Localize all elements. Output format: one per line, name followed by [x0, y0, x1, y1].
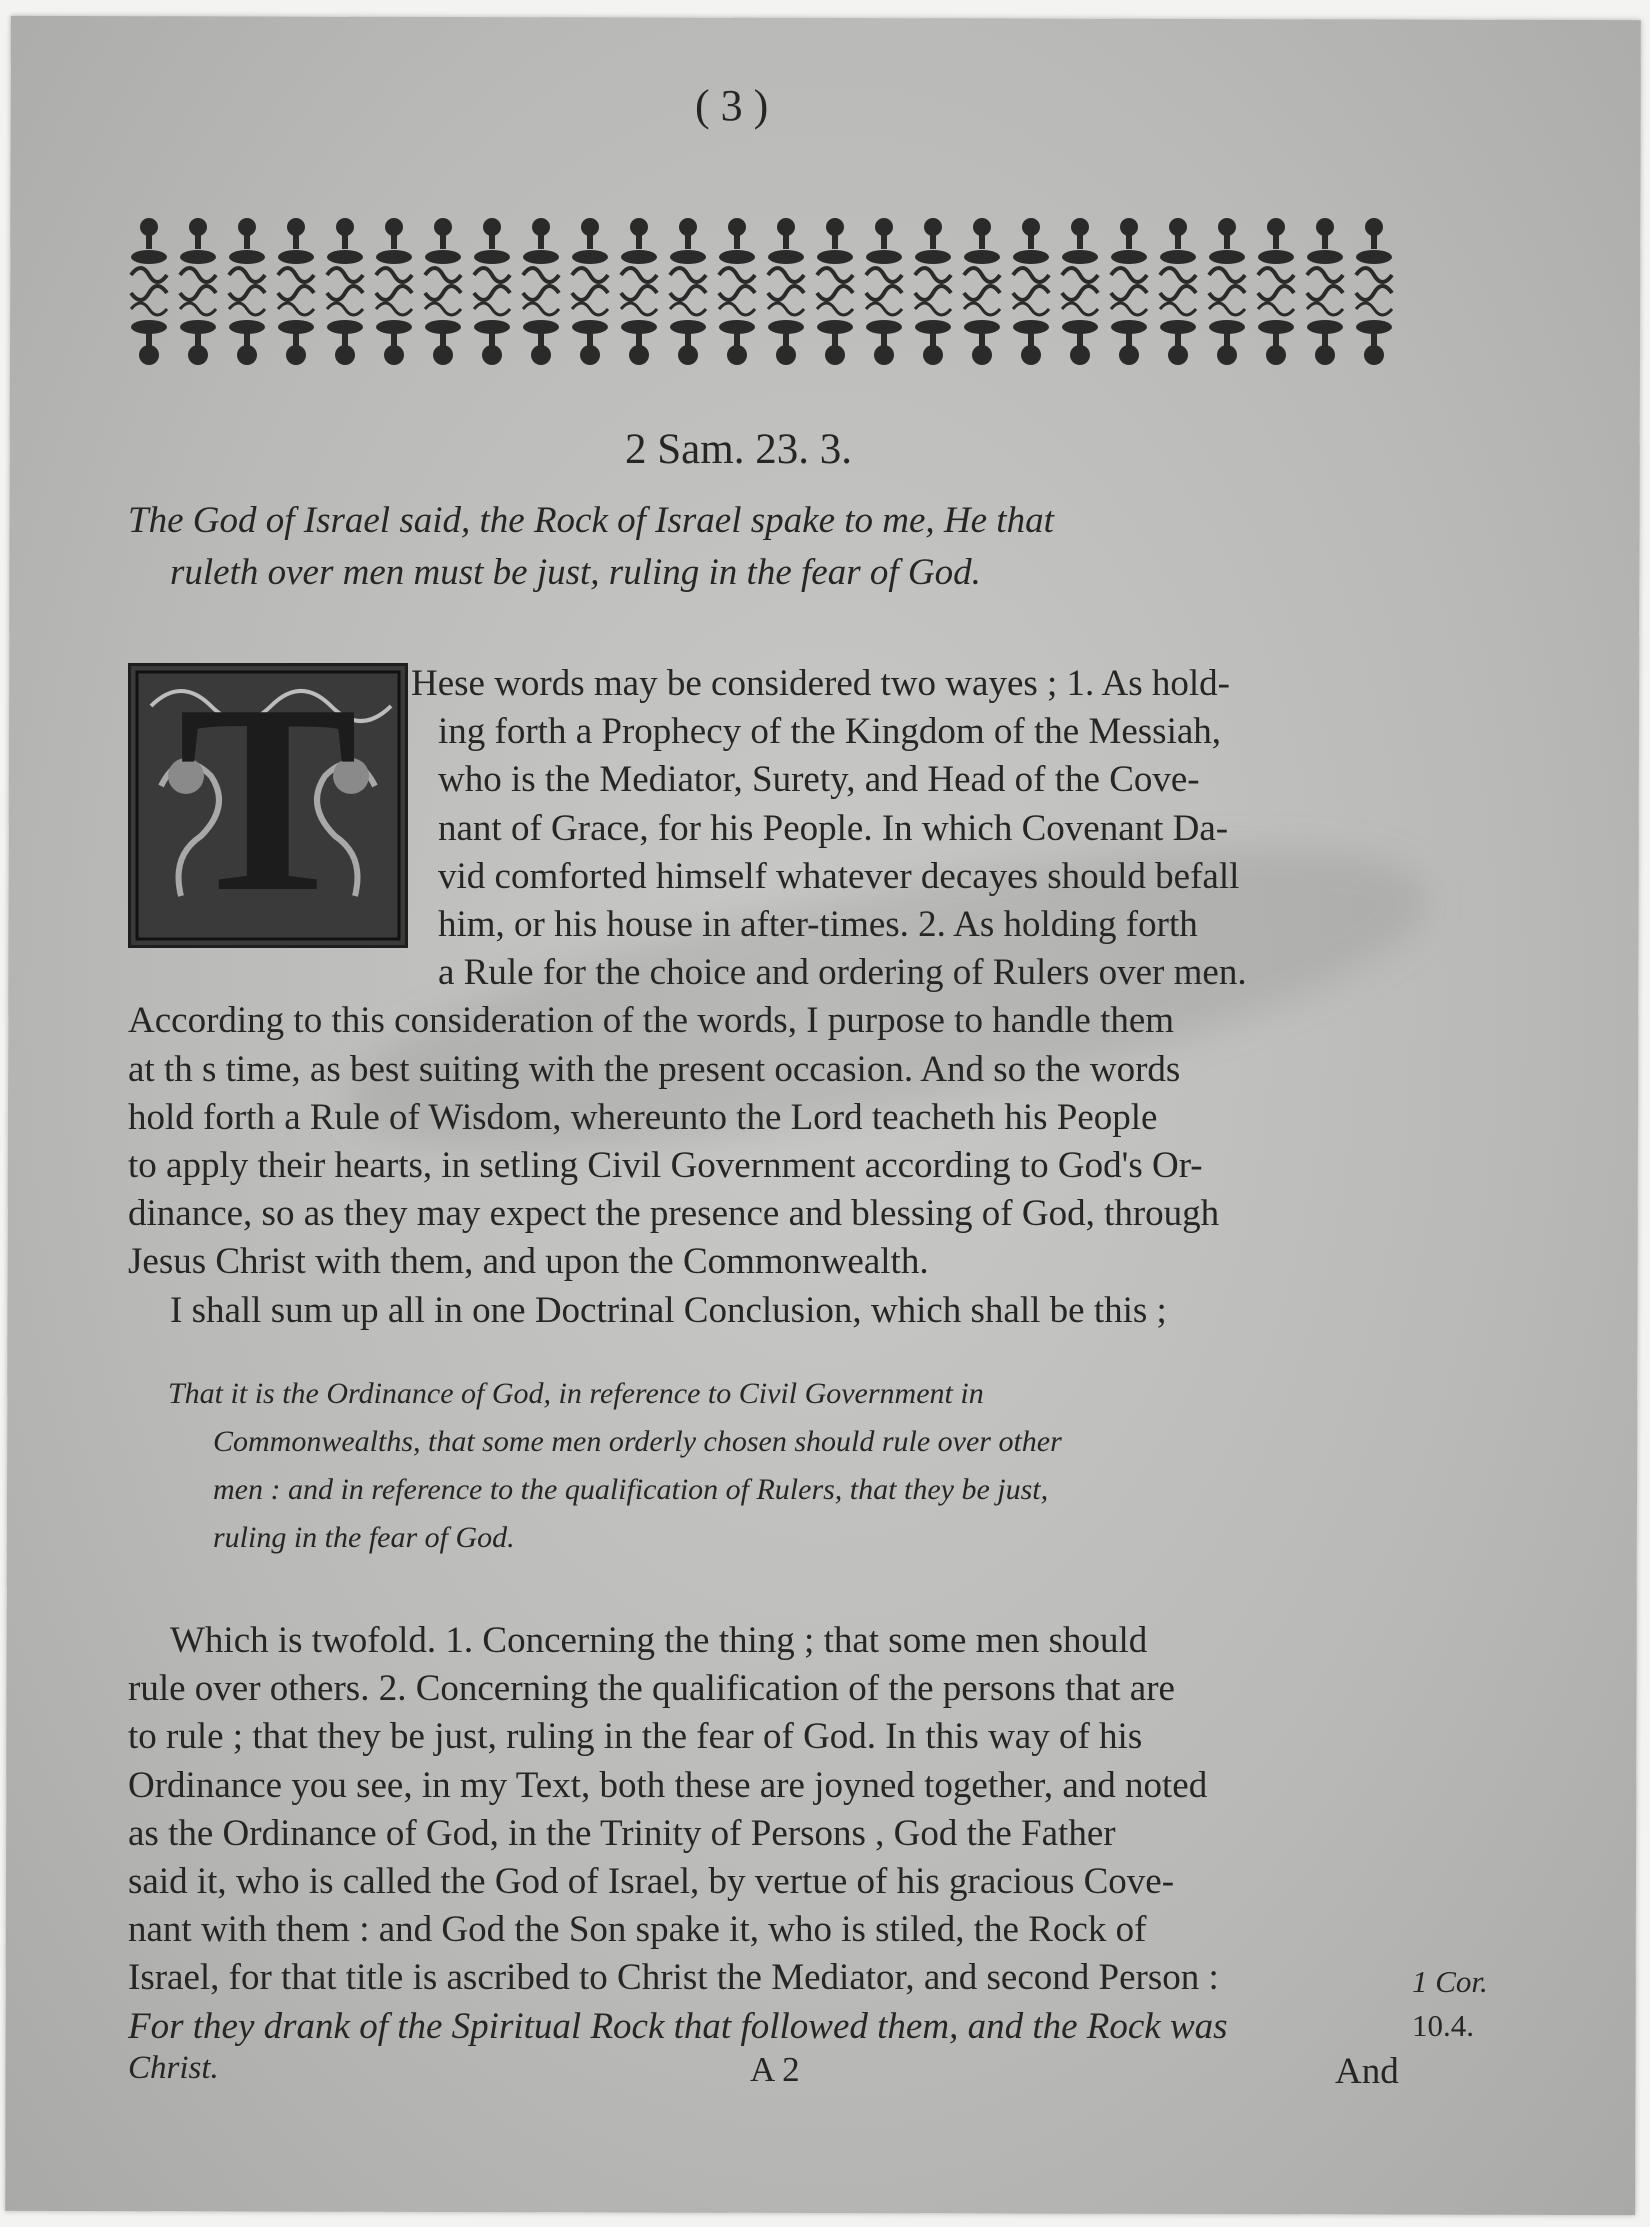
scripture-verse	[128, 495, 1418, 599]
paragraph-line: to apply their hearts, in setling Civil Government according to God's Or-	[128, 1145, 1203, 1187]
paragraph-line: ing forth a Prophecy of the Kingdom of the Messiah,	[438, 711, 1222, 753]
signature-mark: A 2	[750, 2050, 800, 2089]
doctrine-line: men : and in reference to the qualification of Rulers, that they be just,	[213, 1473, 1049, 1506]
verse-line-2: ruleth over men must be just, ruling in the fear of God.	[170, 552, 981, 593]
final-line-word: Christ.	[128, 2050, 219, 2086]
margin-note	[1412, 1960, 1488, 2048]
paragraph-line: According to this consideration of the words, I purpose to handle them	[128, 1000, 1175, 1042]
second-paragraph	[128, 1617, 1408, 2051]
paragraph-line: Jesus Christ with them, and upon the Commonwealth.	[128, 1241, 929, 1283]
paragraph-line: rule over others. 2. Concerning the qualification of the persons that are	[128, 1668, 1175, 1710]
scripture-reference: 2 Sam. 23. 3.	[625, 426, 852, 473]
paragraph-line: to rule ; that they be just, ruling in the fear of God. In this way of his	[128, 1716, 1143, 1758]
catchword: And	[1335, 2051, 1399, 2092]
verse-line-1: The God of Israel said, the Rock of Israel spake to me, He that	[128, 500, 1054, 541]
paragraph-line: him, or his house in after-times. 2. As holding forth	[438, 904, 1198, 946]
paragraph-line: Which is twofold. 1. Concerning the thing ; that some men should	[170, 1620, 1148, 1661]
paragraph-line: as the Ordinance of God, in the Trinity of Persons , God the Father	[128, 1812, 1116, 1854]
paragraph-line: a Rule for the choice and ordering of Rulers over men.	[438, 952, 1247, 994]
paragraph-line: I shall sum up all in one Doctrinal Conclusion, which shall be this ;	[170, 1289, 1167, 1331]
paragraph-line: nant of Grace, for his People. In which Covenant Da-	[438, 807, 1229, 849]
doctrine-line: Commonwealths, that some men orderly chosen should rule over other	[213, 1425, 1062, 1458]
drop-cap-letter: T	[177, 649, 359, 948]
paragraph-line: vid comforted himself whatever decayes should befall	[438, 855, 1240, 897]
doctrine-line: ruling in the fear of God.	[213, 1521, 515, 1554]
margin-note-line: 10.4.	[1412, 2008, 1474, 2043]
paragraph-line: dinance, so as they may expect the presence and blessing of God, through	[128, 1193, 1220, 1235]
page-number: ( 3 )	[695, 81, 769, 130]
paragraph-line: Hese words may be considered two wayes ; 1. As hold-	[411, 663, 1230, 704]
doctrinal-conclusion	[128, 1370, 1418, 1562]
paragraph-line: Ordinance you see, in my Text, both these are joyned together, and noted	[128, 1764, 1208, 1806]
margin-note-line: 1 Cor.	[1412, 1964, 1488, 1999]
paragraph-line: at th s time, as best suiting with the present occasion. And so the words	[128, 1048, 1181, 1090]
paragraph-line: who is the Mediator, Surety, and Head of the Cove-	[438, 759, 1200, 801]
paragraph-line: said it, who is called the God of Israel, by vertue of his gracious Cove-	[128, 1861, 1175, 1903]
doctrine-line: That it is the Ordinance of God, in reference to Civil Government in	[168, 1377, 984, 1410]
paragraph-line: hold forth a Rule of Wisdom, whereunto the Lord teacheth his People	[128, 1096, 1158, 1138]
opening-paragraph	[128, 660, 1408, 1335]
paragraph-line: nant with them : and God the Son spake it, who is stiled, the Rock of	[128, 1909, 1147, 1951]
paragraph-line: Israel, for that title is ascribed to Christ the Mediator, and second Person :	[128, 1957, 1219, 1999]
ornamental-border	[125, 205, 1400, 375]
paragraph-line: For they drank of the Spiritual Rock that followed them, and the Rock was	[128, 2005, 1228, 2047]
